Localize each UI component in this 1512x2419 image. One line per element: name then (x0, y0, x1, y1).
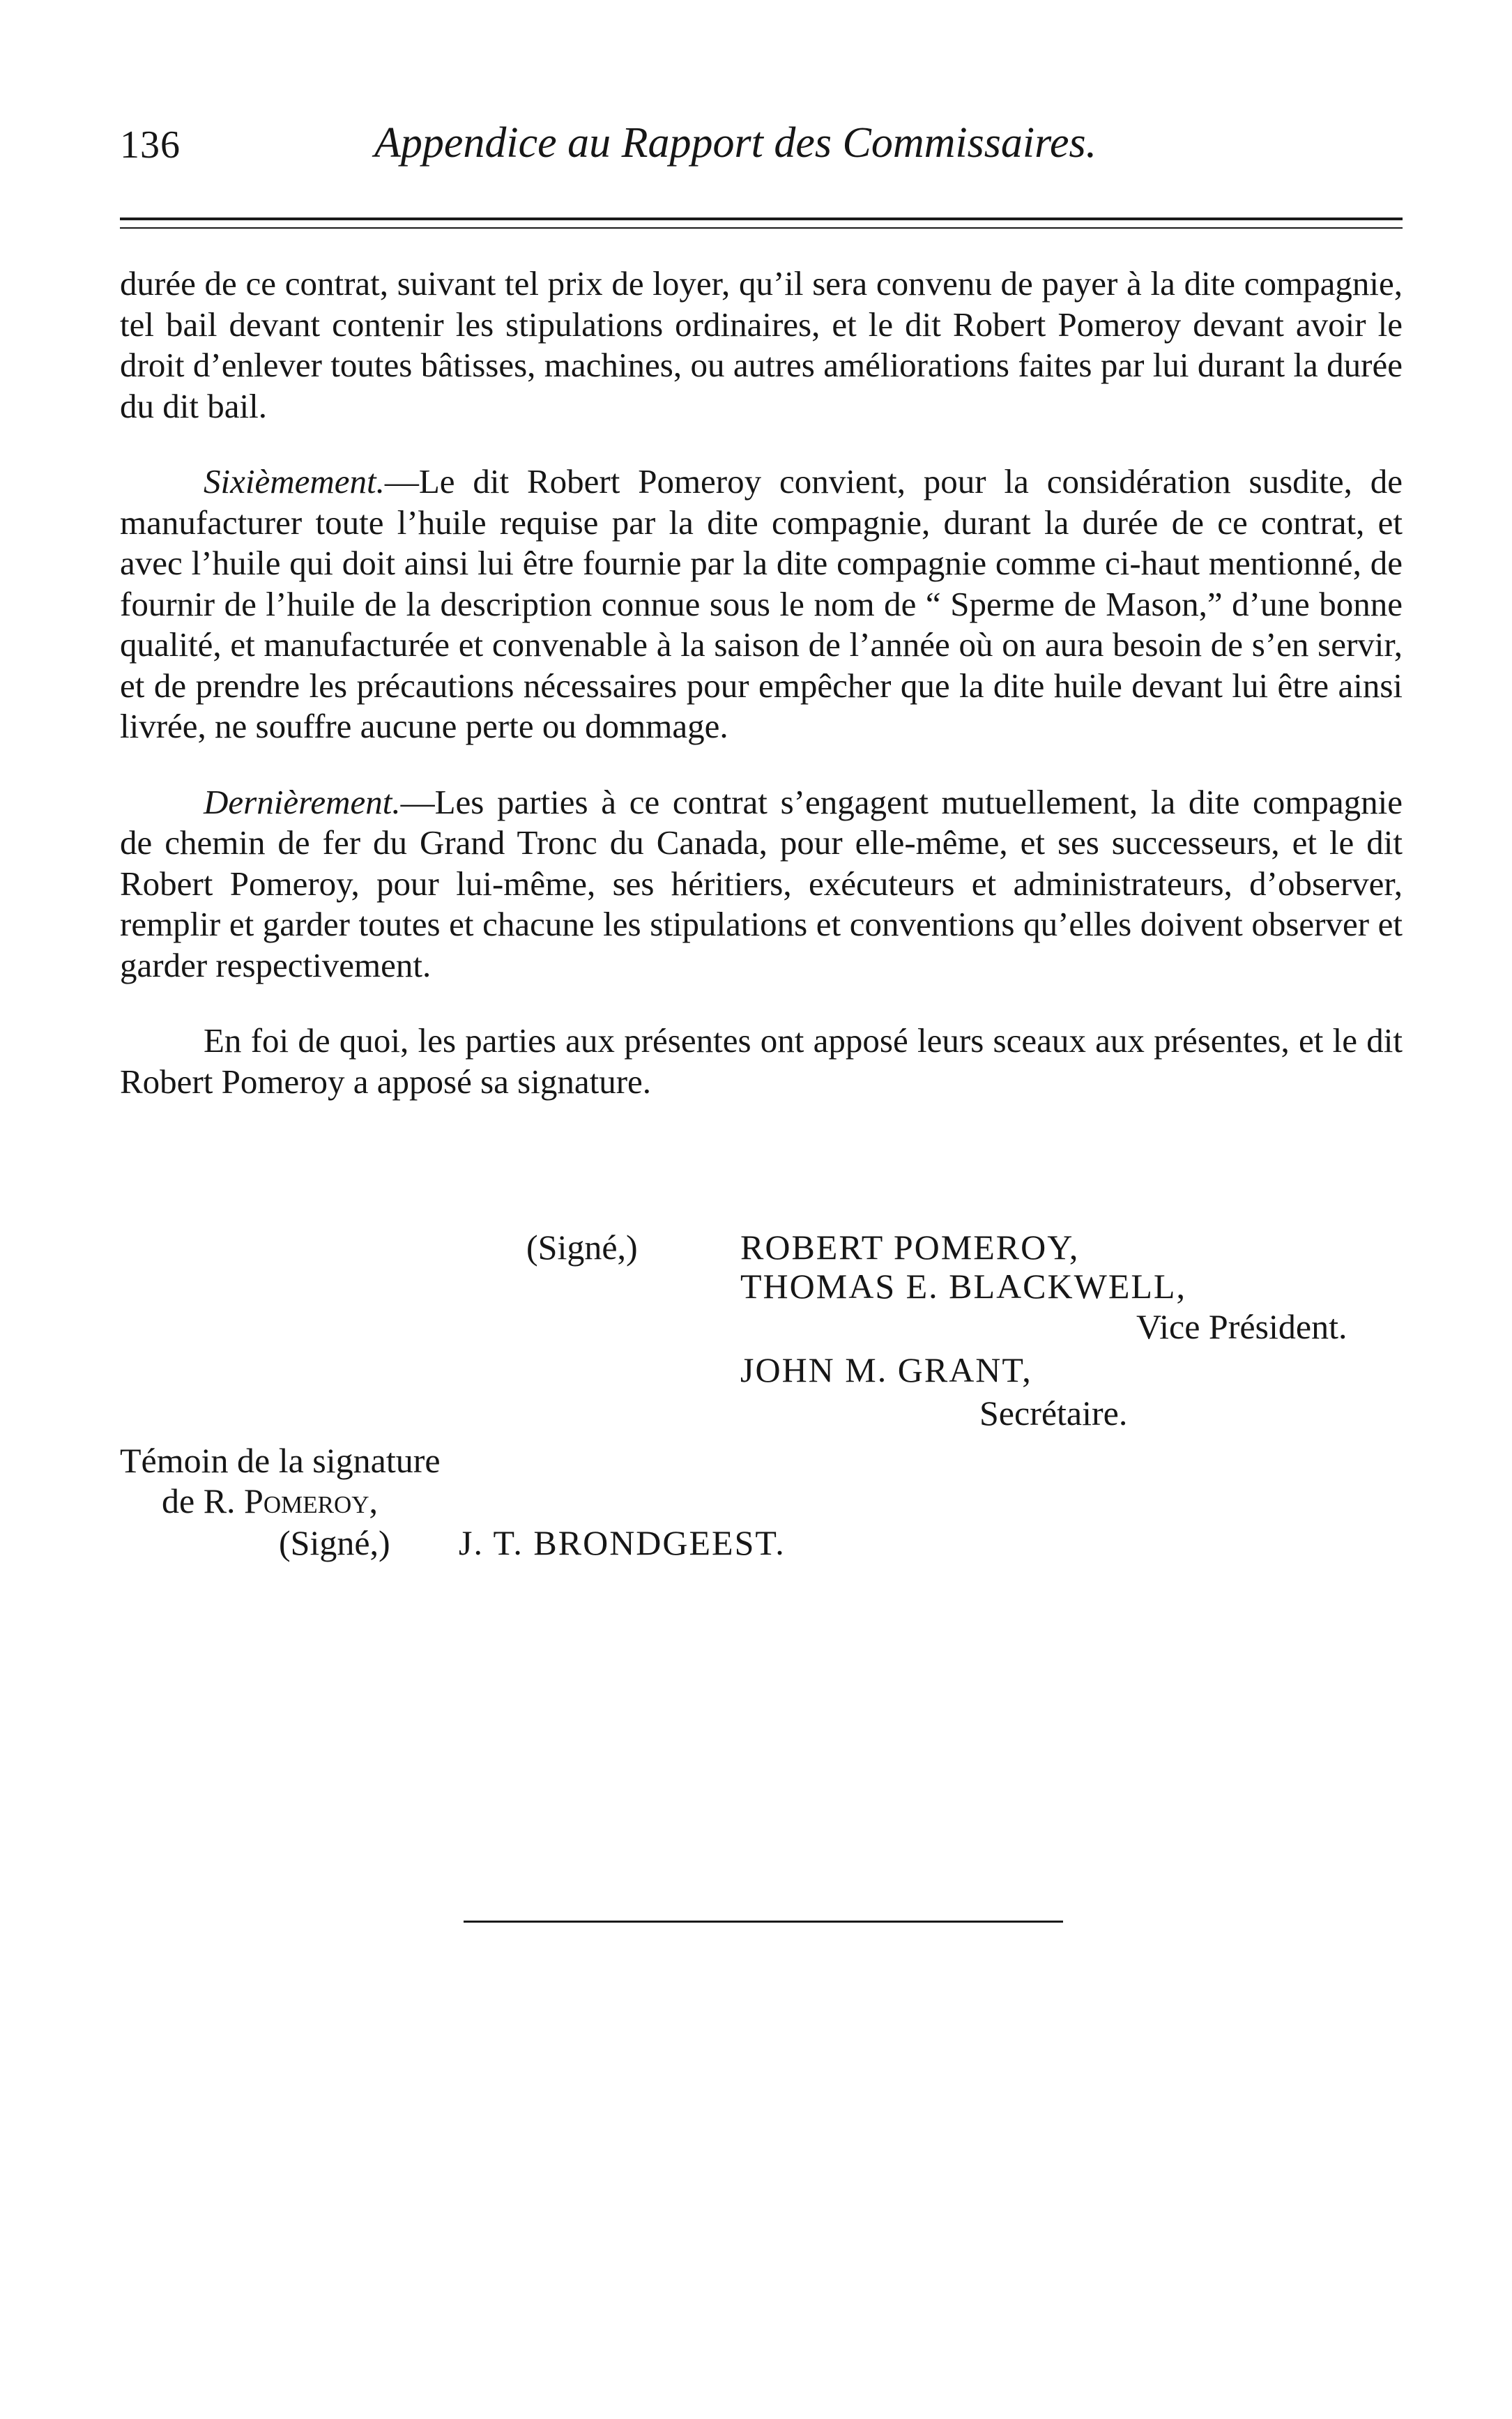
signed-label: (Signé,) (526, 1228, 638, 1267)
signatory-title-3: Secrétaire. (979, 1394, 1128, 1433)
signatory-title-2: Vice Président. (1136, 1307, 1347, 1346)
signatory-name-2: THOMAS E. BLACKWELL, (740, 1267, 1186, 1306)
page-number: 136 (120, 123, 181, 167)
paragraph-dernierement (120, 782, 1403, 986)
witness-of (162, 1481, 378, 1521)
paragraph-en-foi-de-quoi: En foi de quoi, les parties aux présentes ont apposé leurs sceaux aux présentes, et le dit Robert Pomeroy a apposé sa signature. (120, 1021, 1403, 1101)
witness-signed-label: (Signé,) (279, 1523, 390, 1562)
body-text (120, 264, 1403, 1137)
paragraph-sixiemement (120, 461, 1403, 747)
paragraph-lead-italic: Dernièrement. (204, 782, 401, 821)
paragraph-lead-italic: Sixièmement. (204, 462, 385, 501)
running-title: Appendice au Rapport des Commissaires. (374, 119, 1097, 167)
witness-prefix: de R. (162, 1481, 236, 1520)
signatory-name-1: ROBERT POMEROY, (740, 1228, 1080, 1267)
header-rule (120, 218, 1403, 220)
witness-signer: J. T. BRONDGEEST. (459, 1523, 786, 1562)
paragraph-continued: durée de ce contrat, suivant tel prix de loyer, qu’il sera convenu de payer à la dite compagnie, tel bail devant contenir les stipulations ordinaires, et le dit Robert Pomeroy devant avoir le droit d’enlever toutes bâtisses, machines, ou autres améliorations faites par lui durant la durée du dit bail. (120, 264, 1403, 425)
closing-rule (464, 1921, 1063, 1923)
paragraph-body: —Les parties à ce contrat s’engagent mutuellement, la dite compagnie de chemin de fer du Grand Tronc du Canada, pour elle-même, et ses successeurs, et le dit Robert Pomeroy, pour lui-même, ses héritiers, exécuteurs et administrateurs, d’observer, remplir et garder toutes et chacune les stipulations et conventions qu’elles doivent observer et garder respectivement. (120, 782, 1403, 984)
signatory-name-3: JOHN M. GRANT, (740, 1350, 1032, 1389)
witness-name: Pomeroy, (244, 1481, 379, 1520)
signature-block (0, 1227, 1512, 1589)
paragraph-body: —Le dit Robert Pomeroy convient, pour la considération susdite, de manufacturer toute l’huile requise par la dite compagnie, durant la durée de ce contrat, et avec l’huile qui doit ainsi lui être fournie par la dite compagnie comme ci-haut mentionné, de fournir de l’huile de la description connue sous le nom de “ Sperme de Mason,” d’une bonne qualité, et manufacturée et convenable à la saison de l’année où on aura besoin de s’en servir, et de prendre les précautions nécessaires pour empêcher que la dite huile devant lui être ainsi livrée, ne souffre aucune perte ou dommage. (120, 462, 1403, 745)
witness-line: Témoin de la signature (120, 1441, 441, 1480)
page-header (120, 119, 1410, 174)
